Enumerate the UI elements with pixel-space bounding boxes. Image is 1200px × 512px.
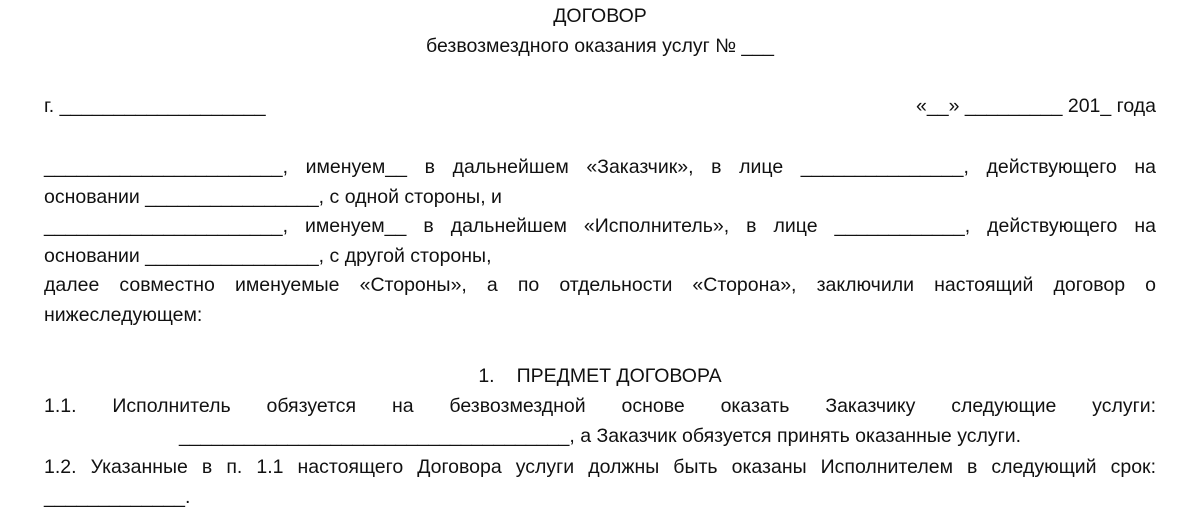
parties-joint-line: далее совместно именуемые «Стороны», а по отдельности «Сторона», заключили настоящий договор о bbox=[44, 274, 1156, 296]
place-date-row bbox=[44, 94, 1156, 118]
party-customer-line: ______________________, именуем__ в дальнейшем «Заказчик», в лице _______________, действующего на bbox=[44, 156, 1156, 178]
section-title: ПРЕДМЕТ ДОГОВОРА bbox=[516, 365, 722, 387]
document-title: ДОГОВОР bbox=[553, 5, 647, 27]
clause-1-2: 1.2. Указанные в п. 1.1 настоящего Договора услуги должны быть оказаны Исполнителем в следующий срок: bbox=[44, 456, 1156, 478]
date-field: «__» _________ 201_ года bbox=[916, 95, 1156, 117]
city-field: г. ___________________ bbox=[44, 95, 266, 117]
document-subtitle: безвозмездного оказания услуг № ___ bbox=[426, 35, 774, 57]
contract-document bbox=[44, 0, 1156, 512]
clause-1-1: 1.1. Исполнитель обязуется на безвозмездной основе оказать Заказчику следующие услуги: bbox=[44, 395, 1156, 417]
party-executor-basis: основании ________________, с другой стороны, bbox=[44, 245, 492, 267]
section-heading bbox=[44, 364, 1156, 388]
party-customer-basis: основании ________________, с одной стороны, и bbox=[44, 186, 502, 208]
clause-1-1-continuation: ____________________________________, а Заказчик обязуется принять оказанные услуги. bbox=[178, 425, 1022, 447]
section-number: 1. bbox=[478, 365, 495, 387]
party-executor-line: ______________________, именуем__ в дальнейшем «Исполнитель», в лице ____________, действующего на bbox=[44, 215, 1156, 237]
parties-joint-end: нижеследующем: bbox=[44, 304, 203, 326]
clause-1-2-continuation: _____________. bbox=[44, 486, 191, 508]
